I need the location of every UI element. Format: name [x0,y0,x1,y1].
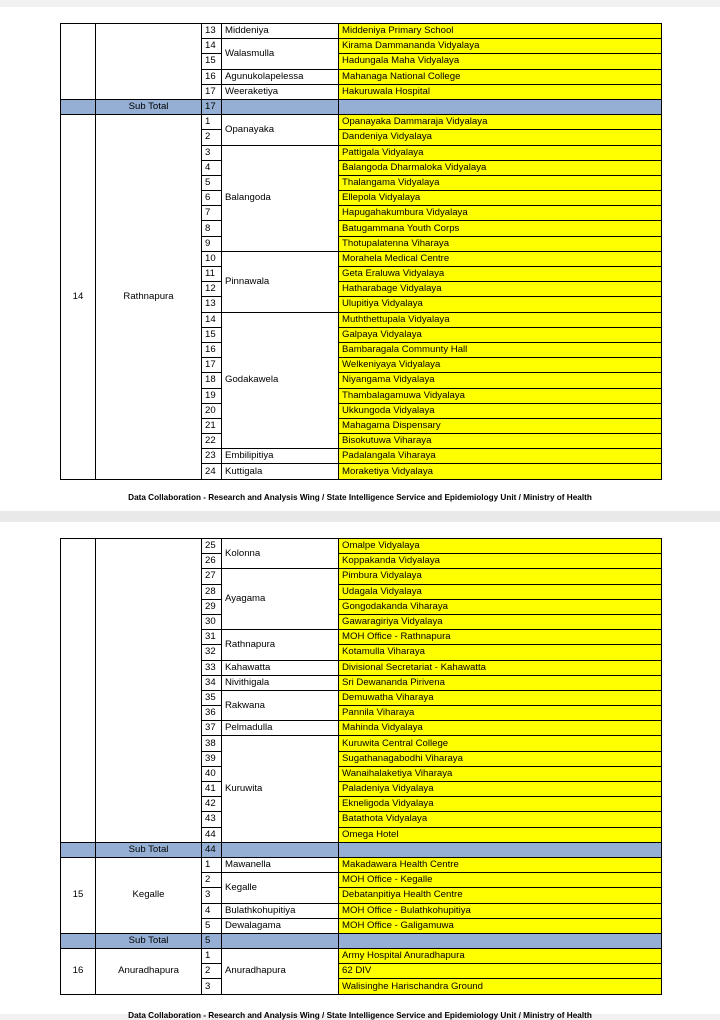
row-number: 25 [202,539,222,554]
row-number: 14 [202,312,222,327]
district-no: 15 [61,857,96,933]
place-name: Batugammana Youth Corps [339,221,662,236]
place-name: Kirama Dammananda Vidyalaya [339,39,662,54]
place-name: Welkeniyaya Vidyalaya [339,358,662,373]
area-name: Ayagama [222,569,339,630]
row-number: 5 [202,918,222,933]
place-name: Pimbura Vidyalaya [339,569,662,584]
row-number: 18 [202,373,222,388]
area-name: Anuradhapura [222,949,339,995]
district-name-cell [96,539,202,843]
table-row [61,539,662,554]
row-number: 23 [202,449,222,464]
area-name: Rathnapura [222,630,339,660]
table-row [61,24,662,39]
district-no-cell [61,24,96,100]
subtotal-row [61,933,662,948]
row-number: 16 [202,342,222,357]
row-number: 32 [202,645,222,660]
area-name: Kuruwita [222,736,339,842]
row-number: 1 [202,949,222,964]
page-2 [0,522,720,1020]
area-name: Bulathkohupitiya [222,903,339,918]
row-number: 7 [202,206,222,221]
district-name-cell [96,24,202,100]
area-name: Agunukolapelessa [222,69,339,84]
row-number: 33 [202,660,222,675]
place-name: Sugathanagabodhi Viharaya [339,751,662,766]
place-name: MOH Office - Rathnapura [339,630,662,645]
district-no-cell [61,539,96,843]
place-name: MOH Office - Kegalle [339,873,662,888]
place-name: Thalangama Vidyalaya [339,175,662,190]
place-name: Muththettupala Vidyalaya [339,312,662,327]
row-number: 42 [202,797,222,812]
subtotal-label: Sub Total [96,933,202,948]
row-number: 29 [202,599,222,614]
place-name: Batathota Vidyalaya [339,812,662,827]
distribution-table-page-2 [60,538,662,995]
row-number: 31 [202,630,222,645]
place-name: 62 DIV [339,964,662,979]
subtotal-value: 17 [202,99,222,114]
page-1 [0,7,720,511]
area-name: Kuttigala [222,464,339,479]
row-number: 1 [202,115,222,130]
row-number: 4 [202,160,222,175]
place-name: Omega Hotel [339,827,662,842]
place-name: Demuwatha Viharaya [339,690,662,705]
place-name: Bambaragala Communty Hall [339,342,662,357]
place-name: Ekneligoda Vidyalaya [339,797,662,812]
row-number: 36 [202,706,222,721]
subtotal-blank [339,842,662,857]
row-number: 43 [202,812,222,827]
row-number: 38 [202,736,222,751]
place-name: Hatharabage Vidyalaya [339,282,662,297]
area-name: Nivithigala [222,675,339,690]
area-name: Godakawela [222,312,339,449]
page-footer: Data Collaboration - Research and Analysis Wing / State Intelligence Service and Epidemiology Unit / Ministry of Health [128,493,592,502]
district-name: Anuradhapura [96,949,202,995]
subtotal-blank [222,99,339,114]
subtotal-label: Sub Total [96,842,202,857]
row-number: 2 [202,964,222,979]
place-name: Ukkungoda Vidyalaya [339,403,662,418]
area-name: Weeraketiya [222,84,339,99]
row-number: 27 [202,569,222,584]
row-number: 24 [202,464,222,479]
place-name: Walisinghe Harischandra Ground [339,979,662,994]
row-number: 17 [202,358,222,373]
place-name: Morahela Medical Centre [339,251,662,266]
place-name: Hapugahakumbura Vidyalaya [339,206,662,221]
place-name: Bisokutuwa Viharaya [339,434,662,449]
area-name: Walasmulla [222,39,339,69]
row-number: 39 [202,751,222,766]
place-name: Dandeniya Vidyalaya [339,130,662,145]
area-name: Kahawatta [222,660,339,675]
place-name: Gongodakanda Viharaya [339,599,662,614]
place-name: Hadungala Maha Vidyalaya [339,54,662,69]
place-name: MOH Office - Bulathkohupitiya [339,903,662,918]
place-name: Opanayaka Dammaraja Vidyalaya [339,115,662,130]
place-name: Niyangama Vidyalaya [339,373,662,388]
subtotal-row [61,99,662,114]
page-divider [0,511,720,522]
row-number: 35 [202,690,222,705]
row-number: 12 [202,282,222,297]
row-number: 14 [202,39,222,54]
subtotal-blank [61,842,96,857]
area-name: Balangoda [222,145,339,251]
place-name: Hakuruwala Hospital [339,84,662,99]
row-number: 11 [202,267,222,282]
row-number: 30 [202,614,222,629]
row-number: 44 [202,827,222,842]
place-name: Moraketiya Vidyalaya [339,464,662,479]
row-number: 13 [202,297,222,312]
area-name: Kegalle [222,873,339,903]
row-number: 8 [202,221,222,236]
subtotal-value: 5 [202,933,222,948]
place-name: Pannila Viharaya [339,706,662,721]
row-number: 40 [202,766,222,781]
row-number: 26 [202,554,222,569]
district-no: 16 [61,949,96,995]
place-name: Wanaihalaketiya Viharaya [339,766,662,781]
area-name: Opanayaka [222,115,339,145]
place-name: Middeniya Primary School [339,24,662,39]
row-number: 2 [202,873,222,888]
subtotal-blank [222,842,339,857]
row-number: 3 [202,888,222,903]
row-number: 20 [202,403,222,418]
place-name: Debatanpitiya Health Centre [339,888,662,903]
row-number: 28 [202,584,222,599]
place-name: MOH Office - Galigamuwa [339,918,662,933]
subtotal-blank [61,99,96,114]
place-name: Paladeniya Vidyalaya [339,782,662,797]
row-number: 10 [202,251,222,266]
place-name: Thotupalatenna Viharaya [339,236,662,251]
place-name: Koppakanda Vidyalaya [339,554,662,569]
place-name: Kotamulla Viharaya [339,645,662,660]
area-name: Middeniya [222,24,339,39]
place-name: Ulupitiya Vidyalaya [339,297,662,312]
row-number: 34 [202,675,222,690]
place-name: Omalpe Vidyalaya [339,539,662,554]
district-name: Rathnapura [96,115,202,480]
page-footer: Data Collaboration - Research and Analysis Wing / State Intelligence Service and Epidemiology Unit / Ministry of Health [128,1011,592,1020]
place-name: Makadawara Health Centre [339,857,662,872]
area-name: Dewalagama [222,918,339,933]
district-no: 14 [61,115,96,480]
subtotal-blank [339,99,662,114]
table-row [61,857,662,872]
area-name: Mawanella [222,857,339,872]
place-name: Army Hospital Anuradhapura [339,949,662,964]
row-number: 2 [202,130,222,145]
place-name: Mahinda Vidyalaya [339,721,662,736]
subtotal-blank [339,933,662,948]
row-number: 13 [202,24,222,39]
place-name: Ellepola Vidyalaya [339,191,662,206]
subtotal-blank [222,933,339,948]
distribution-table-page-1 [60,23,662,480]
table-row [61,949,662,964]
row-number: 15 [202,54,222,69]
place-name: Kuruwita Central College [339,736,662,751]
place-name: Padalangala Viharaya [339,449,662,464]
area-name: Rakwana [222,690,339,720]
area-name: Pinnawala [222,251,339,312]
row-number: 5 [202,175,222,190]
area-name: Pelmadulla [222,721,339,736]
place-name: Divisional Secretariat - Kahawatta [339,660,662,675]
place-name: Thambalagamuwa Vidyalaya [339,388,662,403]
row-number: 6 [202,191,222,206]
row-number: 16 [202,69,222,84]
district-name: Kegalle [96,857,202,933]
area-name: Kolonna [222,539,339,569]
row-number: 37 [202,721,222,736]
row-number: 3 [202,979,222,994]
row-number: 41 [202,782,222,797]
row-number: 19 [202,388,222,403]
row-number: 21 [202,418,222,433]
row-number: 22 [202,434,222,449]
row-number: 15 [202,327,222,342]
place-name: Mahanaga National College [339,69,662,84]
place-name: Pattigala Vidyalaya [339,145,662,160]
table-row [61,115,662,130]
subtotal-row [61,842,662,857]
place-name: Gawaragiriya Vidyalaya [339,614,662,629]
subtotal-value: 44 [202,842,222,857]
row-number: 4 [202,903,222,918]
row-number: 3 [202,145,222,160]
row-number: 17 [202,84,222,99]
subtotal-blank [61,933,96,948]
place-name: Udagala Vidyalaya [339,584,662,599]
place-name: Geta Eraluwa Vidyalaya [339,267,662,282]
row-number: 1 [202,857,222,872]
place-name: Balangoda Dharmaloka Vidyalaya [339,160,662,175]
area-name: Embilipitiya [222,449,339,464]
subtotal-label: Sub Total [96,99,202,114]
place-name: Mahagama Dispensary [339,418,662,433]
place-name: Galpaya Vidyalaya [339,327,662,342]
place-name: Sri Dewananda Pirivena [339,675,662,690]
row-number: 9 [202,236,222,251]
